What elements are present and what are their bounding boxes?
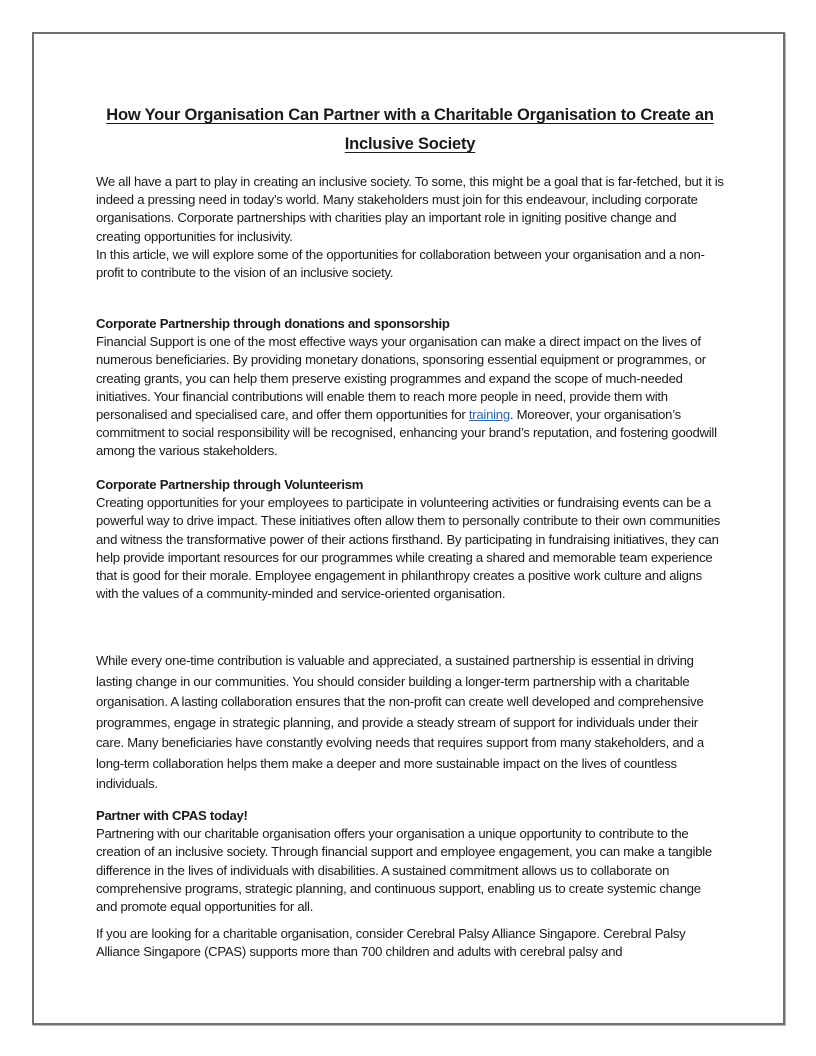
document-title-continued: Inclusive Society [344, 135, 476, 153]
volunteer-section [96, 476, 724, 603]
section-heading-volunteer: Corporate Partnership through Volunteerism [96, 477, 364, 492]
document-title: How Your Organisation Can Partner with a Charitable Organisation to Create an [106, 106, 714, 124]
donations-paragraph [96, 333, 724, 460]
training-link[interactable]: training [468, 407, 510, 423]
intro-section [96, 173, 724, 282]
volunteer-paragraph: Creating opportunities for your employees to participate in volunteering activities or fundraising events can be a powerful way to drive impact. These initiatives often allow them to personally contribute to their own communities and witness the transformative power of their actions firsthand. By participating in fundraising initiatives, they can help provide important resources for our programmes while creating a shared and memorable team experience that is good for their morale. Employee engagement in philanthropy creates a positive work culture and aligns with the values of a community-minded and service-oriented organisation. [96, 495, 721, 602]
consider-cpas-section [96, 925, 724, 961]
cpas-paragraph: Partnering with our charitable organisation offers your organisation a unique opportunity to contribute to the creation of an inclusive society. Through financial support and employee engagement, you can make a tangible difference in the lives of individuals with disabilities. A sustained commitment allows us to collaborate on comprehensive programs, strategic planning, and continuous support, enabling us to create systemic change and promote equal opportunities for all. [96, 826, 712, 915]
sustained-paragraph: While every one-time contribution is valuable and appreciated, a sustained partnership is essential in driving lasting change in our communities. You should consider building a longer-term partnership with a charitable organisation. A lasting collaboration ensures that the non-profit can create well developed and comprehensive programmes, engage in strategic planning, and provide a steady stream of support for individuals under their care. Many beneficiaries have constantly evolving needs that requires support from many stakeholders, and a long-term collaboration helps them make a deeper and more sustainable impact on the lives of countless individuals. [96, 653, 704, 791]
intro-paragraph: We all have a part to play in creating an inclusive society. To some, this might be a goal that is far-fetched, but it is indeed a pressing need in today’s world. Many stakeholders must join for this endeavour, including corporate organisations. Corporate partnerships with charities play an important role in igniting positive change and creating opportunities for inclusivity. [96, 174, 724, 244]
sustained-partnership-section [96, 651, 724, 795]
donations-text: Financial Support is one of the most effective ways your organisation can make a direct impact on the lives of numerous beneficiaries. By providing monetary donations, sponsoring essential equipment or programmes, or creating grants, you can help them preserve existing programmes and expand the scope of much-needed initiatives. Your financial contributions will enable them to reach more people in need, provide them with personalised and specialised care, and offer them opportunities for [96, 334, 706, 423]
cpas-section [96, 807, 724, 916]
section-heading-donations: Corporate Partnership through donations and sponsorship [96, 316, 450, 331]
section-heading-cpas: Partner with CPAS today! [96, 808, 248, 823]
donations-text-continued: . Moreover, your organisation’s commitment to social responsibility will be recognised, enhancing your brand’s reputation, and fostering goodwill among the various stakeholders. [96, 407, 717, 459]
consider-paragraph: If you are looking for a charitable organisation, consider Cerebral Palsy Alliance Singapore. Cerebral Palsy Alliance Singapore (CPAS) supports more than 700 children and adults with cerebral palsy and [96, 926, 686, 960]
donations-section [96, 315, 724, 461]
intro-paragraph-article: In this article, we will explore some of the opportunities for collaboration between your organisation and a non-profit to contribute to the vision of an inclusive society. [96, 246, 705, 281]
